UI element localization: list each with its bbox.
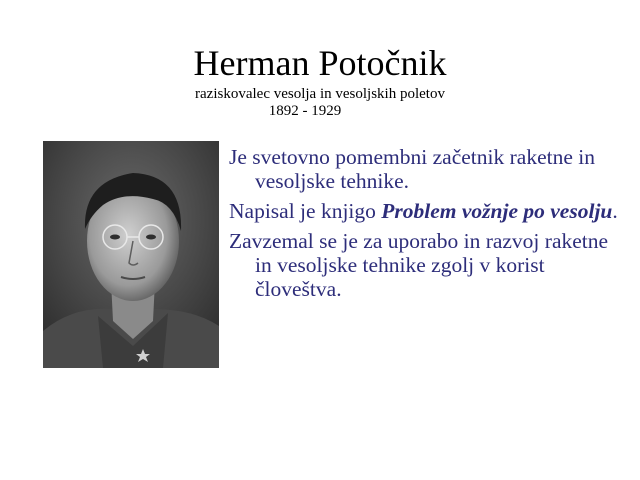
subtitle-years: 1892 - 1929 xyxy=(268,103,342,119)
bullet-book-intro: Napisal je knjigo xyxy=(229,199,382,223)
bullet-item-humanity: Zavzemal se je za uporabo in razvoj raketne in vesoljske tehnike zgolj v korist človeštva. xyxy=(229,229,609,301)
portrait-photo xyxy=(43,141,219,368)
bullet-book-end: . xyxy=(612,199,618,223)
book-title: Problem vožnje po vesolju xyxy=(381,199,613,223)
bullet-item-pioneer: Je svetovno pomembni začetnik raketne in vesoljske tehnike. xyxy=(229,145,595,193)
bullet-item-book xyxy=(229,199,629,223)
bullet-list xyxy=(229,145,629,307)
slide-title: Herman Potočnik xyxy=(193,43,447,83)
subtitle-role: raziskovalec vesolja in vesoljskih poletov xyxy=(195,86,445,102)
slide-subtitle xyxy=(0,86,640,120)
